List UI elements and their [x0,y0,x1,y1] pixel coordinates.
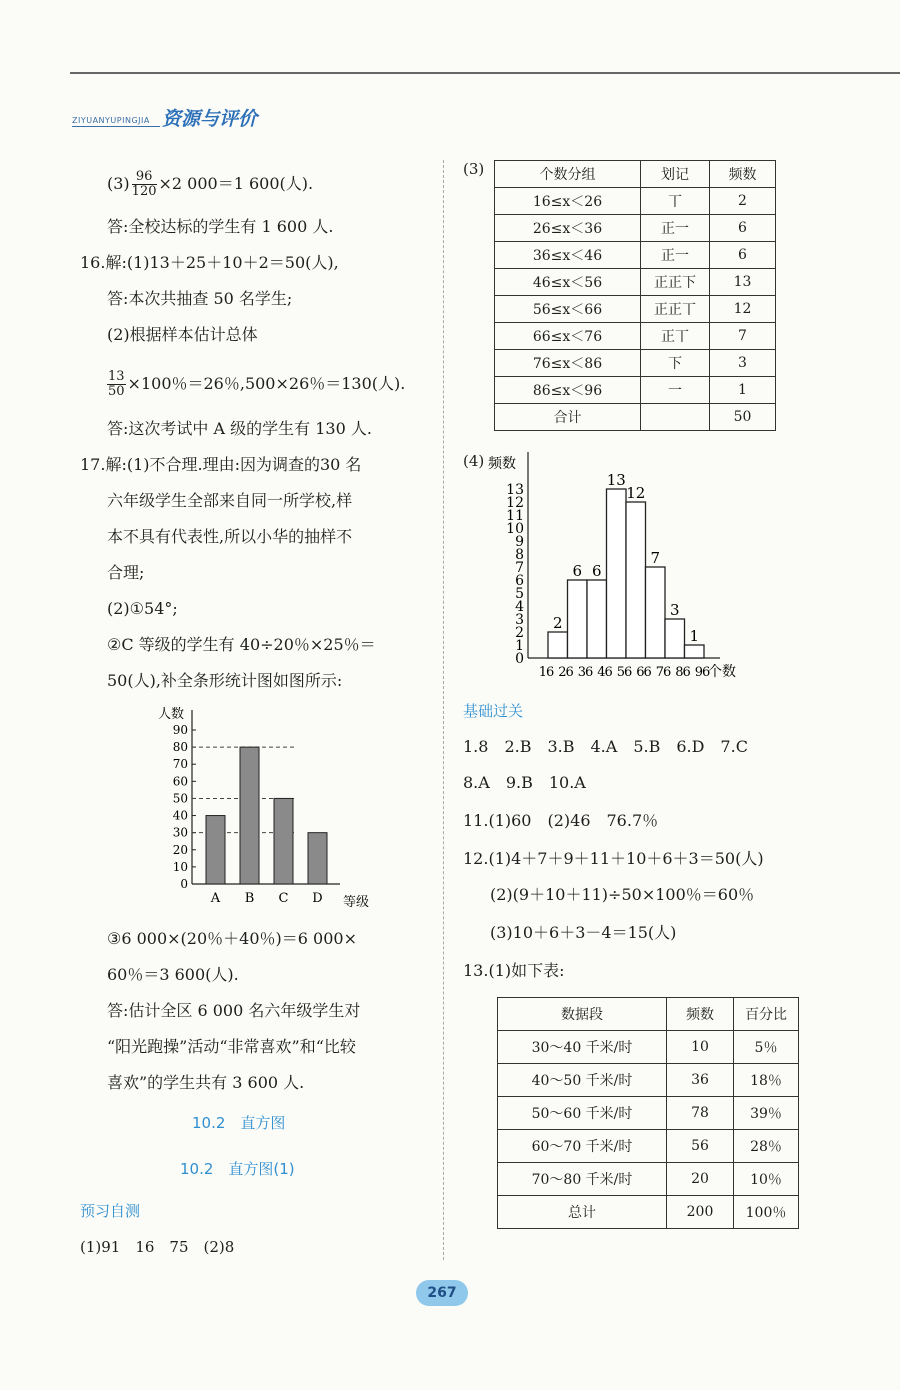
x-tick-label: 56 [616,665,632,680]
frequency-table [494,160,776,431]
table2-cell: 70～80 千米/时 [498,1163,667,1196]
table1-cell: 正一 [641,242,710,269]
table2-row [498,1064,799,1097]
y-tick-label: 5 [515,586,524,602]
left-line-14: 50(人),补全条形统计图如图所示: [107,671,343,690]
bar-C [274,798,293,884]
table2-header-cell: 数据段 [498,998,667,1031]
table1-cell: 正正下 [641,269,710,296]
table2-header-row [498,998,799,1031]
bar-value-label: 1 [689,627,700,645]
y-tick-label: 8 [515,547,524,563]
table1-cell: 丅 [641,188,710,215]
x-tick-label: 26 [558,665,573,680]
l6-post: ×100％＝26％,500×26％＝130(人). [127,374,406,393]
right-line-3: 11.(1)60 (2)46 76.7％ [463,811,659,830]
l1-pre: (3) [107,174,130,193]
table2-header-cell: 频数 [667,998,734,1031]
table1-header-cell: 频数 [710,161,776,188]
table2-row [498,1097,799,1130]
x-tick-label: 16 [538,665,554,680]
histogram-bar-16-26 [548,632,568,658]
bar-chart-grades [150,700,390,920]
histogram-chart [488,446,748,686]
table1-cell: 正丅 [641,323,710,350]
bar-value-label: 6 [591,562,602,580]
y-tick-label: 2 [515,625,524,641]
x-tick-label: 46 [597,665,612,680]
bar-value-label: 13 [606,471,626,489]
left-line-10: 本不具有代表性,所以小华的抽样不 [107,527,353,546]
left-line-1 [107,170,313,199]
table1-row [495,350,776,377]
histogram-bar-46-56 [607,489,627,658]
table1-cell: 6 [710,242,776,269]
table2-cell: 60～70 千米/时 [498,1130,667,1163]
table2-row [498,1196,799,1229]
table1-row [495,323,776,350]
bar-value-label: 3 [669,601,680,619]
table1-cell [641,404,710,431]
table2-cell: 100％ [734,1196,799,1229]
table1-cell: 1 [710,377,776,404]
table2-cell: 总计 [498,1196,667,1229]
table2-cell: 78 [667,1097,734,1130]
table2-row [498,1031,799,1064]
table2-cell: 56 [667,1130,734,1163]
table1-cell: 86≤x＜96 [495,377,641,404]
bar-A [206,816,225,884]
table1-cell: 76≤x＜86 [495,350,641,377]
y-tick-label: 9 [515,534,524,550]
table2-cell: 30～40 千米/时 [498,1031,667,1064]
right-line-4: 12.(1)4＋7＋9＋11＋10＋6＋3＝50(人) [463,849,764,868]
x-tick-label: B [244,891,255,906]
table1-cell: 26≤x＜36 [495,215,641,242]
l6-fraction [107,370,126,399]
left-line-13: ②C 等级的学生有 40÷20％×25％＝ [107,635,376,654]
x-tick-label: 76 [655,665,671,680]
bar-D [308,833,327,884]
table1-row [495,377,776,404]
speed-table [497,997,799,1229]
table1-row [495,296,776,323]
header-rule [72,126,160,127]
right-line-1: 1.8 2.B 3.B 4.A 5.B 6.D 7.C [463,737,748,756]
table1-cell: 合计 [495,404,641,431]
y-axis-label: 人数 [158,707,185,722]
table1-cell: 36≤x＜46 [495,242,641,269]
table2-cell: 200 [667,1196,734,1229]
left-line-8: 17.解:(1)不合理.理由:因为调查的30 名 [80,455,362,474]
table1-row [495,269,776,296]
left-line-17: 答:估计全区 6 000 名六年级学生对 [107,1001,361,1020]
left-line-11: 合理; [107,563,145,582]
top-rule [70,72,900,74]
y-tick-label: 70 [172,757,188,772]
bar-B [240,747,259,884]
l1-fraction [132,170,157,199]
table1-cell: 下 [641,350,710,377]
y-tick-label: 0 [180,877,188,891]
section-title-10-2: 10.2 直方图 [192,1114,286,1132]
table2-cell: 5％ [734,1031,799,1064]
table1-row [495,242,776,269]
x-tick-label: 36 [577,665,593,680]
left-line-16: 60％＝3 600(人). [107,965,239,984]
bar-value-label: 2 [552,614,563,632]
histogram-bar-86-96 [685,645,705,658]
table1-cell: 正正丅 [641,296,710,323]
table1-cell: 2 [710,188,776,215]
right-line-2: 8.A 9.B 10.A [463,773,586,792]
left-line-2: 答:全校达标的学生有 1 600 人. [107,217,334,236]
table1-cell: 46≤x＜56 [495,269,641,296]
table1-cell: 16≤x＜26 [495,188,641,215]
table2-row [498,1130,799,1163]
table1-cell: 13 [710,269,776,296]
y-tick-label: 30 [172,825,188,840]
table1-cell: 一 [641,377,710,404]
left-line-3: 16.解:(1)13＋25＋10＋2＝50(人), [80,253,339,272]
x-tick-label: C [278,891,289,906]
table2-cell: 40～50 千米/时 [498,1064,667,1097]
column-divider [443,160,444,1260]
table1-row [495,404,776,431]
table1-label: (3) [463,160,485,178]
left-line-12: (2)①54°; [107,599,178,618]
left-line-6 [105,370,405,399]
table1-cell: 3 [710,350,776,377]
header-title: 资源与评价 [162,108,258,130]
right-line-5: (2)(9＋10＋11)÷50×100％＝60％ [490,885,755,904]
bar-value-label: 12 [626,484,646,502]
left-line-19: 喜欢”的学生共有 3 600 人. [107,1073,305,1092]
bar-value-label: 6 [572,562,583,580]
x-axis-label: 个数 [708,664,736,680]
section-basic: 基础过关 [463,702,524,720]
table2-cell: 36 [667,1064,734,1097]
table2-cell: 20 [667,1163,734,1196]
section-preview: 预习自测 [80,1202,141,1220]
y-tick-label: 0 [515,651,524,667]
left-line-18: “阳光跑操”活动“非常喜欢”和“比较 [107,1037,356,1056]
y-tick-label: 7 [515,560,524,576]
table2-cell: 10 [667,1031,734,1064]
y-tick-label: 10 [172,859,188,874]
header-subtitle: ZIYUANYUPINGJIA [72,116,150,125]
table1-cell: 12 [710,296,776,323]
y-tick-label: 80 [172,740,188,755]
l6-numerator: 13 [108,369,125,384]
y-tick-label: 4 [515,599,524,615]
table2-cell: 18％ [734,1064,799,1097]
left-line-20: (1)91 16 75 (2)8 [80,1238,235,1256]
left-line-7: 答:这次考试中 A 级的学生有 130 人. [107,419,372,438]
table1-row [495,188,776,215]
table2-header-cell: 百分比 [734,998,799,1031]
left-line-9: 六年级学生全部来自同一所学校,样 [107,491,353,510]
histogram-label: (4) [463,452,485,470]
table1-cell: 56≤x＜66 [495,296,641,323]
y-axis-label: 频数 [488,456,516,472]
table1-row [495,215,776,242]
y-tick-label: 12 [506,495,524,511]
y-tick-label: 10 [506,521,524,537]
y-tick-label: 3 [515,612,524,628]
left-line-15: ③6 000×(20％＋40％)＝6 000× [107,929,357,948]
left-line-5: (2)根据样本估计总体 [107,325,258,344]
x-tick-label: 66 [636,665,651,680]
y-tick-label: 20 [172,842,188,857]
y-tick-label: 90 [172,723,188,737]
y-tick-label: 1 [515,638,524,654]
y-tick-label: 11 [506,508,524,524]
left-line-4: 答:本次共抽查 50 名学生; [107,289,293,308]
l1-numerator: 96 [132,170,157,185]
table1-cell: 6 [710,215,776,242]
y-tick-label: 50 [172,791,188,806]
table2-cell: 10％ [734,1163,799,1196]
x-tick-label: 86 [675,665,690,680]
y-tick-label: 6 [515,573,524,589]
table1-header-row [495,161,776,188]
l1-post: ×2 000＝1 600(人). [158,174,314,193]
y-tick-label: 40 [172,808,188,823]
table1-header-cell: 个数分组 [495,161,641,188]
l1-denominator: 120 [131,184,157,199]
table2-cell: 39％ [734,1097,799,1130]
histogram-bar-56-66 [626,502,646,658]
x-axis-label: 等级 [343,895,370,910]
right-line-6: (3)10＋6＋3－4＝15(人) [490,923,677,942]
table1-cell: 66≤x＜76 [495,323,641,350]
table1-header-cell: 划记 [641,161,710,188]
histogram-bar-26-36 [568,580,588,658]
table1-cell: 正一 [641,215,710,242]
table2-cell: 28％ [734,1130,799,1163]
table1-cell: 50 [710,404,776,431]
histogram-bar-76-86 [665,619,685,658]
table2-row [498,1163,799,1196]
section-title-10-2-1: 10.2 直方图(1) [180,1160,295,1178]
x-tick-label: A [210,891,221,906]
x-tick-label: 96 [694,665,710,680]
page-number: 267 [416,1280,468,1306]
right-line-7: 13.(1)如下表: [463,961,565,980]
y-tick-label: 13 [506,482,524,498]
table2-cell: 50～60 千米/时 [498,1097,667,1130]
table1-cell: 7 [710,323,776,350]
y-tick-label: 60 [172,774,188,789]
histogram-bar-36-46 [587,580,607,658]
histogram-bar-66-76 [646,567,666,658]
x-tick-label: D [312,891,323,906]
l6-denominator: 50 [108,384,125,399]
bar-value-label: 7 [650,549,661,567]
